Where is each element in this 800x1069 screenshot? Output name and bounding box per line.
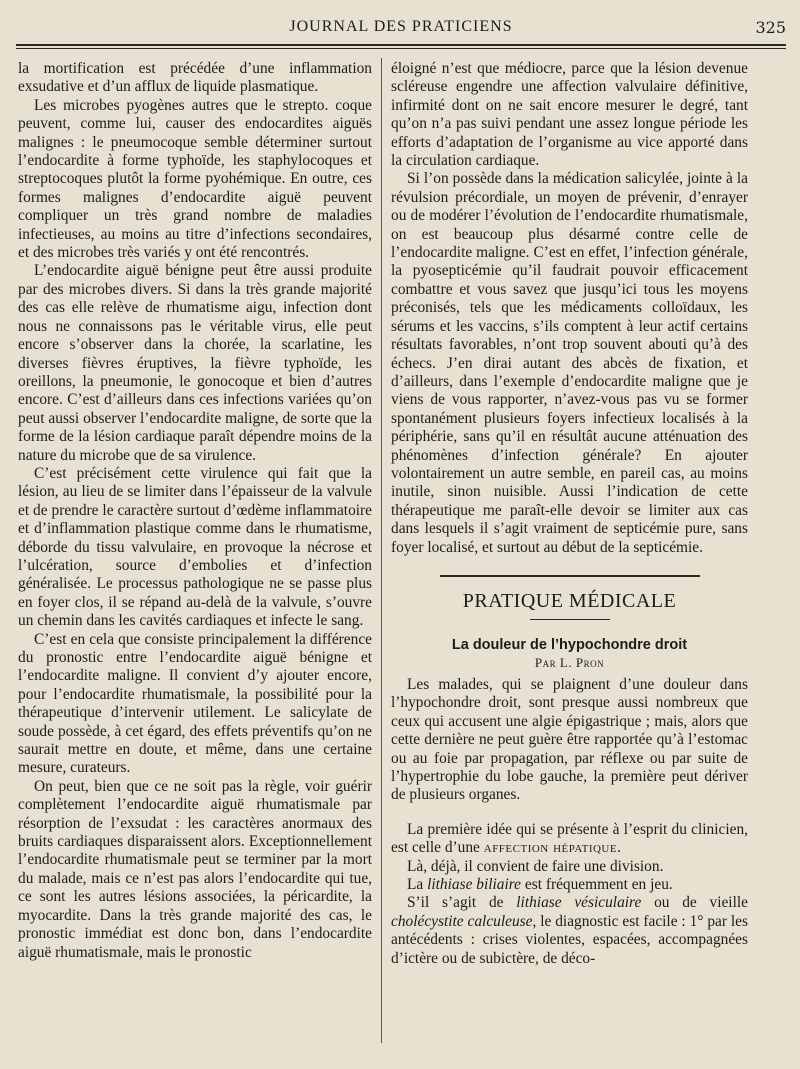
text-run: La (407, 876, 424, 894)
paragraph: L’endocardite aiguë bénigne peut être aussi produite par des microbes divers. Si dans la très grande majorité des cas elle relève de rhumatisme aigu, infection dont nous ne connaissons pas le véritable virus, elle peut encore s’observer dans la chorée, la scarlatine, les diverses fièvres éruptives, la fièvre typhoïde, les oreillons, la pneumonie, le gonocoque et bien d’autres encore. C’est d’ailleurs dans ces infections variées qu’on peut aussi observer l’endocardite maligne, de sorte que la forme de la lésion cardiaque paraît dépendre moins de la nature du microbe que de sa virulence. (18, 262, 372, 464)
header-rule-thin (16, 48, 786, 49)
italic-term: lithiase biliaire (427, 876, 522, 894)
header-rule (16, 44, 786, 46)
text-run: La première idée qui se présente à l’esprit du clinicien, est celle d’une (391, 820, 748, 857)
paragraph: C’est en cela que consiste principalement la différence du pronostic entre l’endocardite aiguë bénigne et l’endocardite maligne. Il convient d’y ajouter encore, pour l’endocardite rhumatismale, la possibilité pour la thérapeutique d’intervenir utilement. Le salicylate de soude possède, à cet égard, des effets préventifs qu’on ne saurait mettre en doute, et même, dans une certaine mesure, curateurs. (18, 630, 372, 777)
italic-term: cholécystite calculeuse (391, 912, 533, 930)
text-run: S’il s’agit de (407, 894, 504, 912)
paragraph: éloigné n’est que médiocre, parce que la lésion devenue scléreuse engendre une affection valvulaire définitive, infirmité dont on ne sait encore mesurer le degré, tant qu’on n’a pas suivi pendant une assez longue période les efforts d’adaptation de l’organisme au vice apporté dans la circulation cardiaque. (391, 60, 748, 170)
page-number: 325 (755, 18, 786, 37)
paragraph: Là, déjà, il convient de faire une division. (407, 857, 664, 875)
paragraph (391, 876, 748, 894)
paragraph: On peut, bien que ce ne soit pas la règle, voir guérir complètement l’endocardite aiguë rhumatismale par résorption de l’exsudat : les caractères anormaux des bruits cardiaques disparaissent alors. Exceptionnellement l’endocardite rhumatismale peut se terminer par la mort du malade, mais ce n’est pas alors l’endocardite qui tue, ce sont les autres lésions associées, la péricardite, la myocardite. Dans la très grande majorité des cas, le pronostic immédiat est donc bon, dans l’endocardite aiguë rhumatismale, mais le pronostic (18, 777, 372, 961)
paragraph (391, 821, 748, 858)
column-divider (381, 58, 382, 1043)
left-column (18, 60, 372, 1053)
section-rule (440, 575, 700, 577)
paragraph-gap (391, 805, 748, 821)
section-title-underline (530, 619, 610, 620)
paragraph: Si l’on possède dans la médication salicylée, jointe à la révulsion précordiale, un moyen de prévenir, d’enrayer ou de modérer l’évolution de l’endocardite rhumatismale, on est beaucoup plus désarmé contre celle de l’endocardite maligne. C’est en effet, l’infection générale, la pyosepticémie qu’il faudrait pouvoir efficacement combattre et vous savez que jusqu’ici tous les moyens préconisés, tels que les médicaments colloïdaux, les sérums et les vaccins, s’ils comptent à leur actif certains résultats favorables, n’ont trop souvent abouti qu’à des échecs. J’en dirai autant des abcès de fixation, et d’ailleurs, dans l’exemple d’endocardite maligne que je viens de vous rapporter, n’avez-vous pas vu se former spontanément plusieurs foyers infectieux localisés à la périphérie, sans qu’il en résultât aucune atténuation des phénomènes d’infection générale? En ajouter volontairement un autre semble, en pareil cas, au moins inutile, sinon nuisible. Aussi l’indication de cette thérapeutique me paraît-elle devoir se limiter aux cas dans lesquels il s’agit vraiment de septicémie pure, sans foyer localisé, et surtout au début de la septicémie. (391, 170, 748, 556)
text-run: . (617, 839, 621, 857)
paragraph: la mortification est précédée d’une inflammation exsudative et d’un afflux de liquide plasmatique. (18, 60, 372, 96)
right-column (391, 60, 748, 1053)
text-run: , le diagnostic est facile : 1° par les antécédents : crises violentes, espacées, accompagnées d’ictère ou de subictère, de déco- (391, 912, 748, 967)
section-title: PRATIQUE MÉDICALE (462, 589, 677, 612)
text-run: ou de vieille (654, 894, 748, 912)
running-header (16, 18, 786, 44)
small-caps-term: affection hépatique (483, 839, 618, 857)
italic-term: lithiase vésiculaire (516, 894, 642, 912)
text-run: est fréquemment en jeu. (524, 876, 673, 894)
article-title: La douleur de l’hypochondre droit (451, 636, 688, 653)
paragraph: Les microbes pyogènes autres que le strepto. coque peuvent, comme lui, causer des endocardites aiguës malignes : le pneumocoque semble déterminer surtout l’endocardite à forme typhoïde, les staphylocoques et streptocoques plutôt la forme pyohémique. En outre, ces formes malignes d’endocardite aiguë peuvent compliquer un très grand nombre de maladies infectieuses, au moins au titre d’infections secondaires, et des microbes très variés y ont été rencontrés. (18, 96, 372, 262)
paragraph: C’est précisément cette virulence qui fait que la lésion, au lieu de se limiter dans l’épaisseur de la valvule et de prendre le caractère surtout d’œdème inflammatoire et d’inflammation plastique comme dans le rhumatisme, déborde du tissu valvulaire, en provoque la nécrose et l’ulcération, source d’embolies et d’infection généralisée. Le processus pathologique ne se passe plus en foyer clos, il se répand au-delà de la valvule, s’ouvre un chemin dans les cavités cardiaques et infecte le sang. (18, 464, 372, 630)
paragraph: Les malades, qui se plaignent d’une douleur dans l’hypochondre droit, sont presque aussi nombreux que ceux qui accusent une algie épigastrique ; mais, alors que cette dernière ne peut guère être rapportée qu’à l’estomac ou au foie par propagation, par réflexe ou par suite de l’hypertrophie du lobe gauche, la première peut dériver de plusieurs organes. (391, 675, 748, 804)
article-byline: Par L. Pron (534, 654, 605, 670)
journal-title: JOURNAL DES PRATICIENS (289, 18, 513, 35)
paragraph (391, 894, 748, 968)
